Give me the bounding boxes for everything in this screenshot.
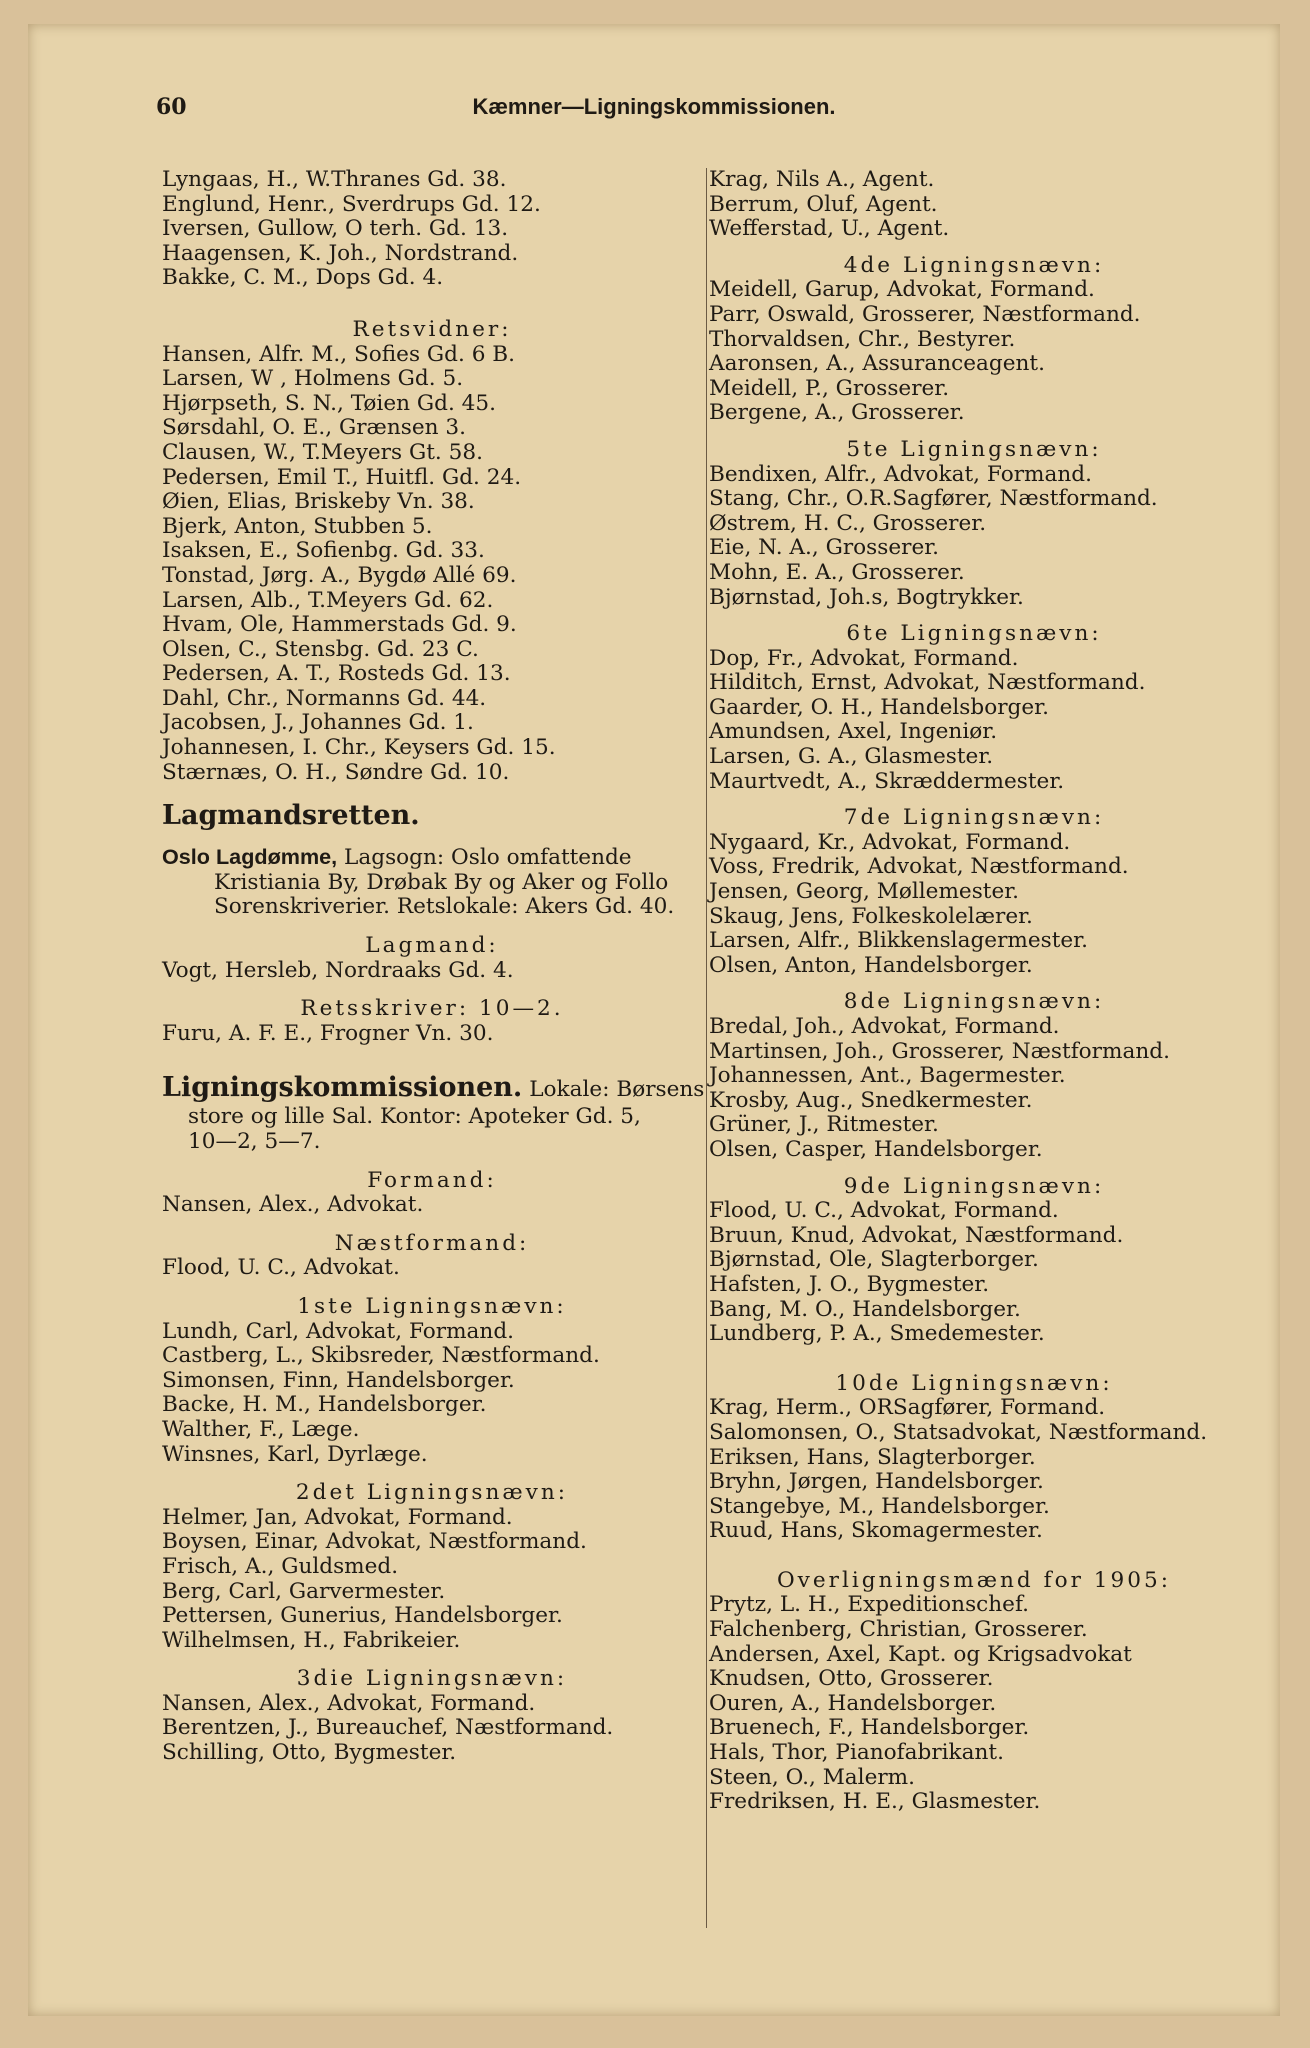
list-item: Nygaard, Kr., Advokat, Formand. xyxy=(709,829,1071,855)
spacer xyxy=(162,1467,702,1479)
list-item: Bjerk, Anton, Stubben 5. xyxy=(162,513,433,539)
list-item: Maurtvedt, A., Skræddermester. xyxy=(709,768,1065,794)
list-item: Haagensen, K. Joh., Nordstrand. xyxy=(162,240,519,266)
list-item: Pettersen, Gunerius, Handelsborger. xyxy=(162,1603,563,1629)
list-item: Boysen, Einar, Advokat, Næstformand. xyxy=(162,1529,587,1555)
list-item: Krag, Nils A., Agent. xyxy=(709,167,935,192)
left-column xyxy=(162,167,705,1766)
spacer xyxy=(162,291,702,316)
list-item: Bruenech, F., Handelsborger. xyxy=(709,1715,1030,1741)
list-item: Østrem, H. C., Grosserer. xyxy=(709,510,987,536)
list-item: Andersen, Axel, Kapt. og Krigsadvokat xyxy=(709,1641,1132,1667)
n3-heading: 3die Ligningsnævn: xyxy=(296,1666,568,1692)
n10-heading: 10de Ligningsnævn: xyxy=(835,1370,1113,1396)
overligning-heading: Overligningsmænd for 1905: xyxy=(776,1567,1172,1593)
spacer xyxy=(162,920,702,932)
running-head: Kæmner—Ligningskommissionen. xyxy=(472,94,836,119)
n1-list xyxy=(162,1320,702,1468)
retsvidner-list xyxy=(162,343,702,786)
list-item: Walther, F., Læge. xyxy=(162,1416,360,1442)
list-item: Hjørpseth, S. N., Tøien Gd. 45. xyxy=(162,390,497,416)
list-item: Bakke, C. M., Dops Gd. 4. xyxy=(162,265,444,291)
list-item: Stang, Chr., O.R.Sagfører, Næstformand. xyxy=(709,486,1158,512)
n6-list xyxy=(709,647,1229,795)
n8-heading: 8de Ligningsnævn: xyxy=(843,989,1105,1015)
n10-list xyxy=(709,1396,1229,1544)
n8-list xyxy=(709,1015,1229,1163)
list-item: Olsen, Casper, Handelsborger. xyxy=(709,1136,1043,1162)
list-item: Hvam, Ole, Hammerstads Gd. 9. xyxy=(162,612,517,638)
retsskriver-heading: Retsskriver: 10—2. xyxy=(300,996,564,1022)
n9-list xyxy=(709,1199,1229,1347)
list-item: Steen, O., Malerm. xyxy=(709,1764,916,1790)
list-item: Ruud, Hans, Skomagermester. xyxy=(709,1518,1043,1544)
list-item: Larsen, Alfr., Blikkenslagermester. xyxy=(709,928,1088,954)
list-item: Larsen, G. A., Glasmester. xyxy=(709,744,994,770)
retsvidner-heading: Retsvidner: xyxy=(352,316,512,342)
lagmand-heading: Lagmand: xyxy=(365,933,499,959)
list-item: Martinsen, Joh., Grosserer, Næstformand. xyxy=(709,1038,1170,1064)
list-item: Meidell, Garup, Advokat, Formand. xyxy=(709,277,1095,303)
spacer xyxy=(162,1155,702,1167)
list-item: Nansen, Alex., Advokat, Formand. xyxy=(162,1690,536,1716)
list-item: Bredal, Joh., Advokat, Formand. xyxy=(709,1014,1060,1039)
list-item: Bendixen, Alfr., Advokat, Formand. xyxy=(709,461,1092,487)
lagdomme-name: Oslo Lagdømme, xyxy=(162,844,338,870)
list-item: Hals, Thor, Pianofabrikant. xyxy=(709,1740,1004,1766)
list-item: Frisch, A., Guldsmed. xyxy=(162,1553,399,1579)
spacer xyxy=(162,1046,702,1071)
formand-entry: Nansen, Alex., Advokat. xyxy=(162,1192,424,1218)
list-item: Stangebye, M., Handelsborger. xyxy=(709,1493,1050,1519)
list-item: Bang, M. O., Handelsborger. xyxy=(709,1296,1021,1322)
naestformand-heading: Næstformand: xyxy=(334,1230,530,1256)
list-item: Schilling, Otto, Bygmester. xyxy=(162,1740,457,1766)
spacer xyxy=(162,1281,702,1293)
list-item: Amundsen, Axel, Ingeniør. xyxy=(709,719,998,745)
n9-heading: 9de Ligningsnævn: xyxy=(843,1173,1105,1199)
spacer xyxy=(162,1218,702,1230)
ligning-text-3: 10—2, 5—7. xyxy=(188,1129,321,1154)
list-item: Wilhelmsen, H., Fabrikeier. xyxy=(162,1627,461,1653)
left-top-list xyxy=(162,168,702,291)
list-item: Berg, Carl, Garvermester. xyxy=(162,1578,446,1604)
list-item: Ouren, A., Handelsborger. xyxy=(709,1690,997,1716)
naestformand-entry: Flood, U. C., Advokat. xyxy=(162,1255,400,1281)
spacer xyxy=(709,1544,1229,1569)
list-item: Wefferstad, U., Agent. xyxy=(709,216,950,242)
spacer xyxy=(162,785,702,797)
list-item: Fredriksen, H. E., Glasmester. xyxy=(709,1789,1041,1815)
list-item: Falchenberg, Christian, Grosserer. xyxy=(709,1617,1088,1643)
spacer xyxy=(709,242,1229,254)
list-item: Bjørnstad, Joh.s, Bogtrykker. xyxy=(709,584,1024,610)
lagmandsretten-title: Lagmandsretten. xyxy=(162,800,420,832)
list-item: Berentzen, J., Bureauchef, Næstformand. xyxy=(162,1715,614,1741)
list-item: Parr, Oswald, Grosserer, Næstformand. xyxy=(709,301,1141,327)
list-item: Larsen, W , Holmens Gd. 5. xyxy=(162,366,464,392)
list-item: Jacobsen, J., Johannes Gd. 1. xyxy=(162,710,474,736)
n5-heading: 5te Ligningsnævn: xyxy=(846,436,1102,462)
list-item: Helmer, Jan, Advokat, Formand. xyxy=(162,1504,513,1530)
list-item: Castberg, L., Skibsreder, Næstformand. xyxy=(162,1343,600,1369)
list-item: Lyngaas, H., W.Thranes Gd. 38. xyxy=(162,167,507,192)
list-item: Simonsen, Finn, Handelsborger. xyxy=(162,1367,515,1393)
lagdomme-text-1: Lagsogn: Oslo omfattende xyxy=(337,845,632,871)
list-item: Grüner, J., Ritmester. xyxy=(709,1112,939,1138)
spacer xyxy=(709,1347,1229,1372)
right-column xyxy=(706,168,1229,1928)
n7-list xyxy=(709,831,1229,979)
lagdomme-paragraph xyxy=(162,845,702,920)
list-item: Prytz, L. H., Expeditionschef. xyxy=(709,1592,1030,1618)
list-item: Thorvaldsen, Chr., Bestyrer. xyxy=(709,326,1016,352)
n4-list xyxy=(709,278,1229,426)
list-item: Salomonsen, O., Statsadvokat, Næstformand. xyxy=(709,1419,1208,1445)
list-item: Lundberg, P. A., Smedemester. xyxy=(709,1321,1045,1347)
spacer xyxy=(162,983,702,995)
list-item: Krag, Herm., ORSagfører, Formand. xyxy=(709,1395,1106,1421)
list-item: Stærnæs, O. H., Søndre Gd. 10. xyxy=(162,759,510,785)
list-item: Pedersen, A. T., Rosteds Gd. 13. xyxy=(162,661,511,687)
right-top-list xyxy=(709,168,1229,242)
list-item: Meidell, P., Grosserer. xyxy=(709,375,950,401)
list-item: Bruun, Knud, Advokat, Næstformand. xyxy=(709,1222,1124,1248)
formand-heading: Formand: xyxy=(367,1167,497,1193)
list-item: Hilditch, Ernst, Advokat, Næstformand. xyxy=(709,670,1146,696)
list-item: Skaug, Jens, Folkeskolelærer. xyxy=(709,903,1033,929)
ligningskommissionen-title: Ligningskommissionen. xyxy=(162,1072,523,1104)
list-item: Pedersen, Emil T., Huitfl. Gd. 24. xyxy=(162,464,522,490)
list-item: Knudsen, Otto, Grosserer. xyxy=(709,1666,994,1692)
list-item: Johannessen, Ant., Bagermester. xyxy=(709,1063,1066,1089)
n2-list xyxy=(162,1506,702,1654)
list-item: Englund, Henr., Sverdrups Gd. 12. xyxy=(162,191,541,217)
overligning-list xyxy=(709,1593,1229,1814)
list-item: Øien, Elias, Briskeby Vn. 38. xyxy=(162,489,475,515)
list-item: Hansen, Alfr. M., Sofies Gd. 6 B. xyxy=(162,341,516,367)
list-item: Berrum, Oluf, Agent. xyxy=(709,191,938,217)
list-item: Hafsten, J. O., Bygmester. xyxy=(709,1271,990,1297)
lagdomme-text-3: Sorenskriverier. Retslokale: Akers Gd. 40. xyxy=(214,894,675,920)
list-item: Clausen, W., T.Meyers Gt. 58. xyxy=(162,439,483,465)
lagmand-entry: Vogt, Hersleb, Nordraaks Gd. 4. xyxy=(162,957,514,983)
spacer xyxy=(709,1163,1229,1175)
list-item: Lundh, Carl, Advokat, Formand. xyxy=(162,1318,515,1344)
list-item: Eriksen, Hans, Slagterborger. xyxy=(709,1444,1036,1470)
page-header xyxy=(128,94,1180,134)
list-item: Dop, Fr., Advokat, Formand. xyxy=(709,645,1019,671)
list-item: Flood, U. C., Advokat, Formand. xyxy=(709,1198,1059,1224)
n4-heading: 4de Ligningsnævn: xyxy=(843,252,1105,278)
list-item: Voss, Fredrik, Advokat, Næstformand. xyxy=(709,854,1129,880)
list-item: Bjørnstad, Ole, Slagterborger. xyxy=(709,1247,1039,1273)
list-item: Larsen, Alb., T.Meyers Gd. 62. xyxy=(162,587,494,613)
n7-heading: 7de Ligningsnævn: xyxy=(843,805,1105,831)
n6-heading: 6te Ligningsnævn: xyxy=(846,621,1102,647)
ligning-text-1: Lokale: Børsens xyxy=(522,1077,705,1103)
list-item: Eie, N. A., Grosserer. xyxy=(709,535,940,561)
n3-list xyxy=(162,1692,702,1766)
list-item: Winsnes, Karl, Dyrlæge. xyxy=(162,1441,428,1467)
list-item: Sørsdahl, O. E., Grænsen 3. xyxy=(162,415,466,441)
page-number: 60 xyxy=(156,94,187,120)
list-item: Backe, H. M., Handelsborger. xyxy=(162,1392,487,1418)
list-item: Bryhn, Jørgen, Handelsborger. xyxy=(709,1469,1044,1495)
n2-heading: 2det Ligningsnævn: xyxy=(295,1480,569,1506)
spacer xyxy=(162,1653,702,1665)
n5-list xyxy=(709,463,1229,611)
list-item: Gaarder, O. H., Handelsborger. xyxy=(709,694,1049,720)
list-item: Dahl, Chr., Normanns Gd. 44. xyxy=(162,685,487,711)
lagdomme-text-2: Kristiania By, Drøbak By og Aker og Follo xyxy=(214,869,669,895)
list-item: Jensen, Georg, Møllemester. xyxy=(709,879,1020,905)
ligning-text-2: store og lille Sal. Kontor: Apoteker Gd. 5, xyxy=(188,1104,641,1130)
list-item: Tonstad, Jørg. A., Bygdø Allé 69. xyxy=(162,562,517,588)
list-item: Mohn, E. A., Grosserer. xyxy=(709,559,965,585)
list-item: Olsen, C., Stensbg. Gd. 23 C. xyxy=(162,636,479,662)
list-item: Isaksen, E., Sofienbg. Gd. 33. xyxy=(162,538,485,564)
list-item: Iversen, Gullow, O terh. Gd. 13. xyxy=(162,216,509,242)
list-item: Johannesen, I. Chr., Keysers Gd. 15. xyxy=(162,735,556,761)
list-item: Krosby, Aug., Snedkermester. xyxy=(709,1087,1033,1113)
list-item: Olsen, Anton, Handelsborger. xyxy=(709,952,1033,978)
n1-heading: 1ste Ligningsnævn: xyxy=(297,1293,567,1319)
list-item: Aaronsen, A., Assuranceagent. xyxy=(709,351,1045,377)
retsskriver-entry: Furu, A. F. E., Frogner Vn. 30. xyxy=(162,1020,494,1046)
list-item: Bergene, A., Grosserer. xyxy=(709,400,965,426)
